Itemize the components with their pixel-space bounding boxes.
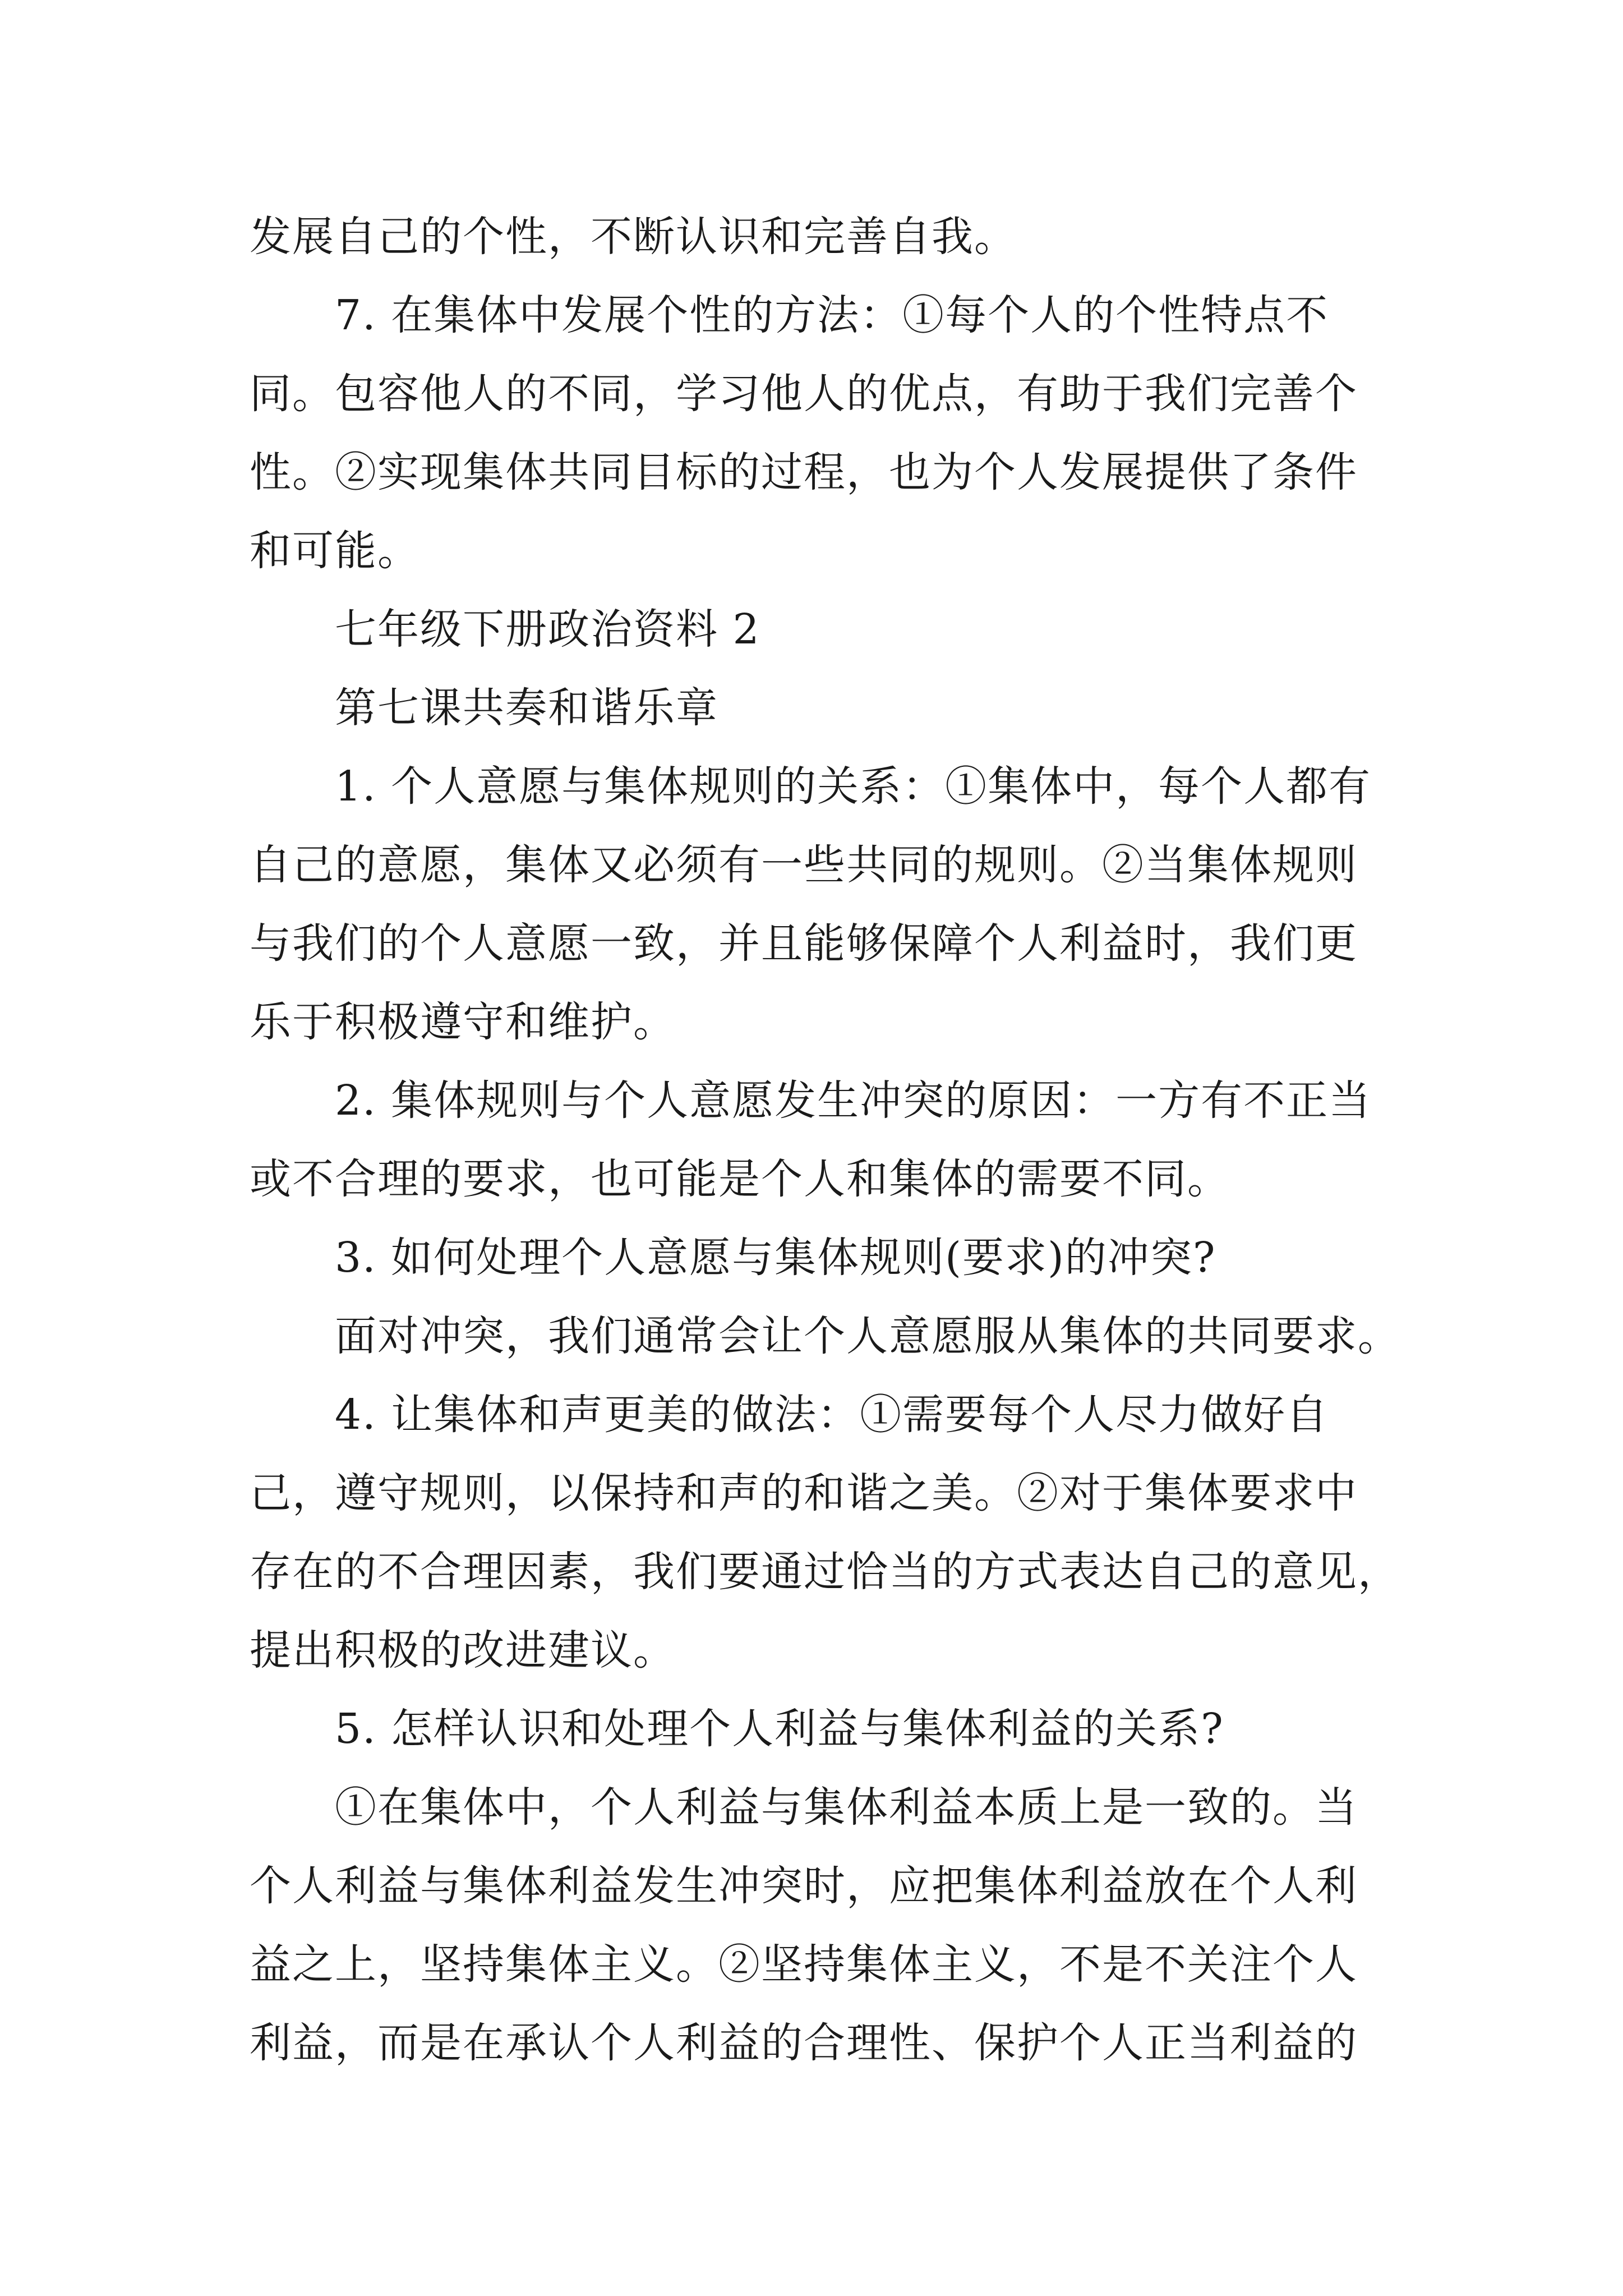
text-line: 2. 集体规则与个人意愿发生冲突的原因：一方有不正当	[335, 1076, 1372, 1125]
text-line: 提出积极的改进建议。	[250, 1626, 676, 1674]
text-line: ①在集体中，个人利益与集体利益本质上是一致的。当	[335, 1783, 1358, 1832]
text-line: 利益，而是在承认个人利益的合理性、保护个人正当利益的	[250, 2019, 1358, 2067]
text-line: 4. 让集体和声更美的做法：①需要每个人尽力做好自	[335, 1391, 1329, 1439]
text-line: 或不合理的要求，也可能是个人和集体的需要不同。	[250, 1155, 1230, 1203]
text-line: 个人利益与集体利益发生冲突时，应把集体利益放在个人利	[250, 1862, 1358, 1910]
text-line: 乐于积极遵守和维护。	[250, 998, 676, 1046]
text-line: 己，遵守规则，以保持和声的和谐之美。②对于集体要求中	[250, 1469, 1358, 1517]
text-line: 益之上，坚持集体主义。②坚持集体主义，不是不关注个人	[250, 1940, 1358, 1989]
text-line: 与我们的个人意愿一致，并且能够保障个人利益时，我们更	[250, 919, 1358, 968]
question-line: 5. 怎样认识和处理个人利益与集体利益的关系?	[335, 1705, 1224, 1753]
text-line: 自己的意愿，集体又必须有一些共同的规则。②当集体规则	[250, 841, 1358, 889]
text-line: 发展自己的个性，不断认识和完善自我。	[250, 213, 1017, 261]
section-title: 七年级下册政治资料 2	[335, 605, 760, 654]
text-line: 和可能。	[250, 527, 420, 575]
text-line: 存在的不合理因素，我们要通过恰当的方式表达自己的意见，	[250, 1548, 1400, 1596]
text-line: 1. 个人意愿与集体规则的关系：①集体中，每个人都有	[335, 762, 1372, 811]
text-line: 性。②实现集体共同目标的过程，也为个人发展提供了条件	[250, 448, 1358, 496]
text-line: 7. 在集体中发展个性的方法：①每个人的个性特点不	[335, 291, 1329, 339]
text-line: 面对冲突，我们通常会让个人意愿服从集体的共同要求。	[335, 1312, 1400, 1360]
lesson-title: 第七课共奏和谐乐章	[335, 684, 718, 732]
text-line: 同。包容他人的不同，学习他人的优点，有助于我们完善个	[250, 370, 1358, 418]
question-line: 3. 如何处理个人意愿与集体规则(要求)的冲突?	[335, 1234, 1216, 1282]
